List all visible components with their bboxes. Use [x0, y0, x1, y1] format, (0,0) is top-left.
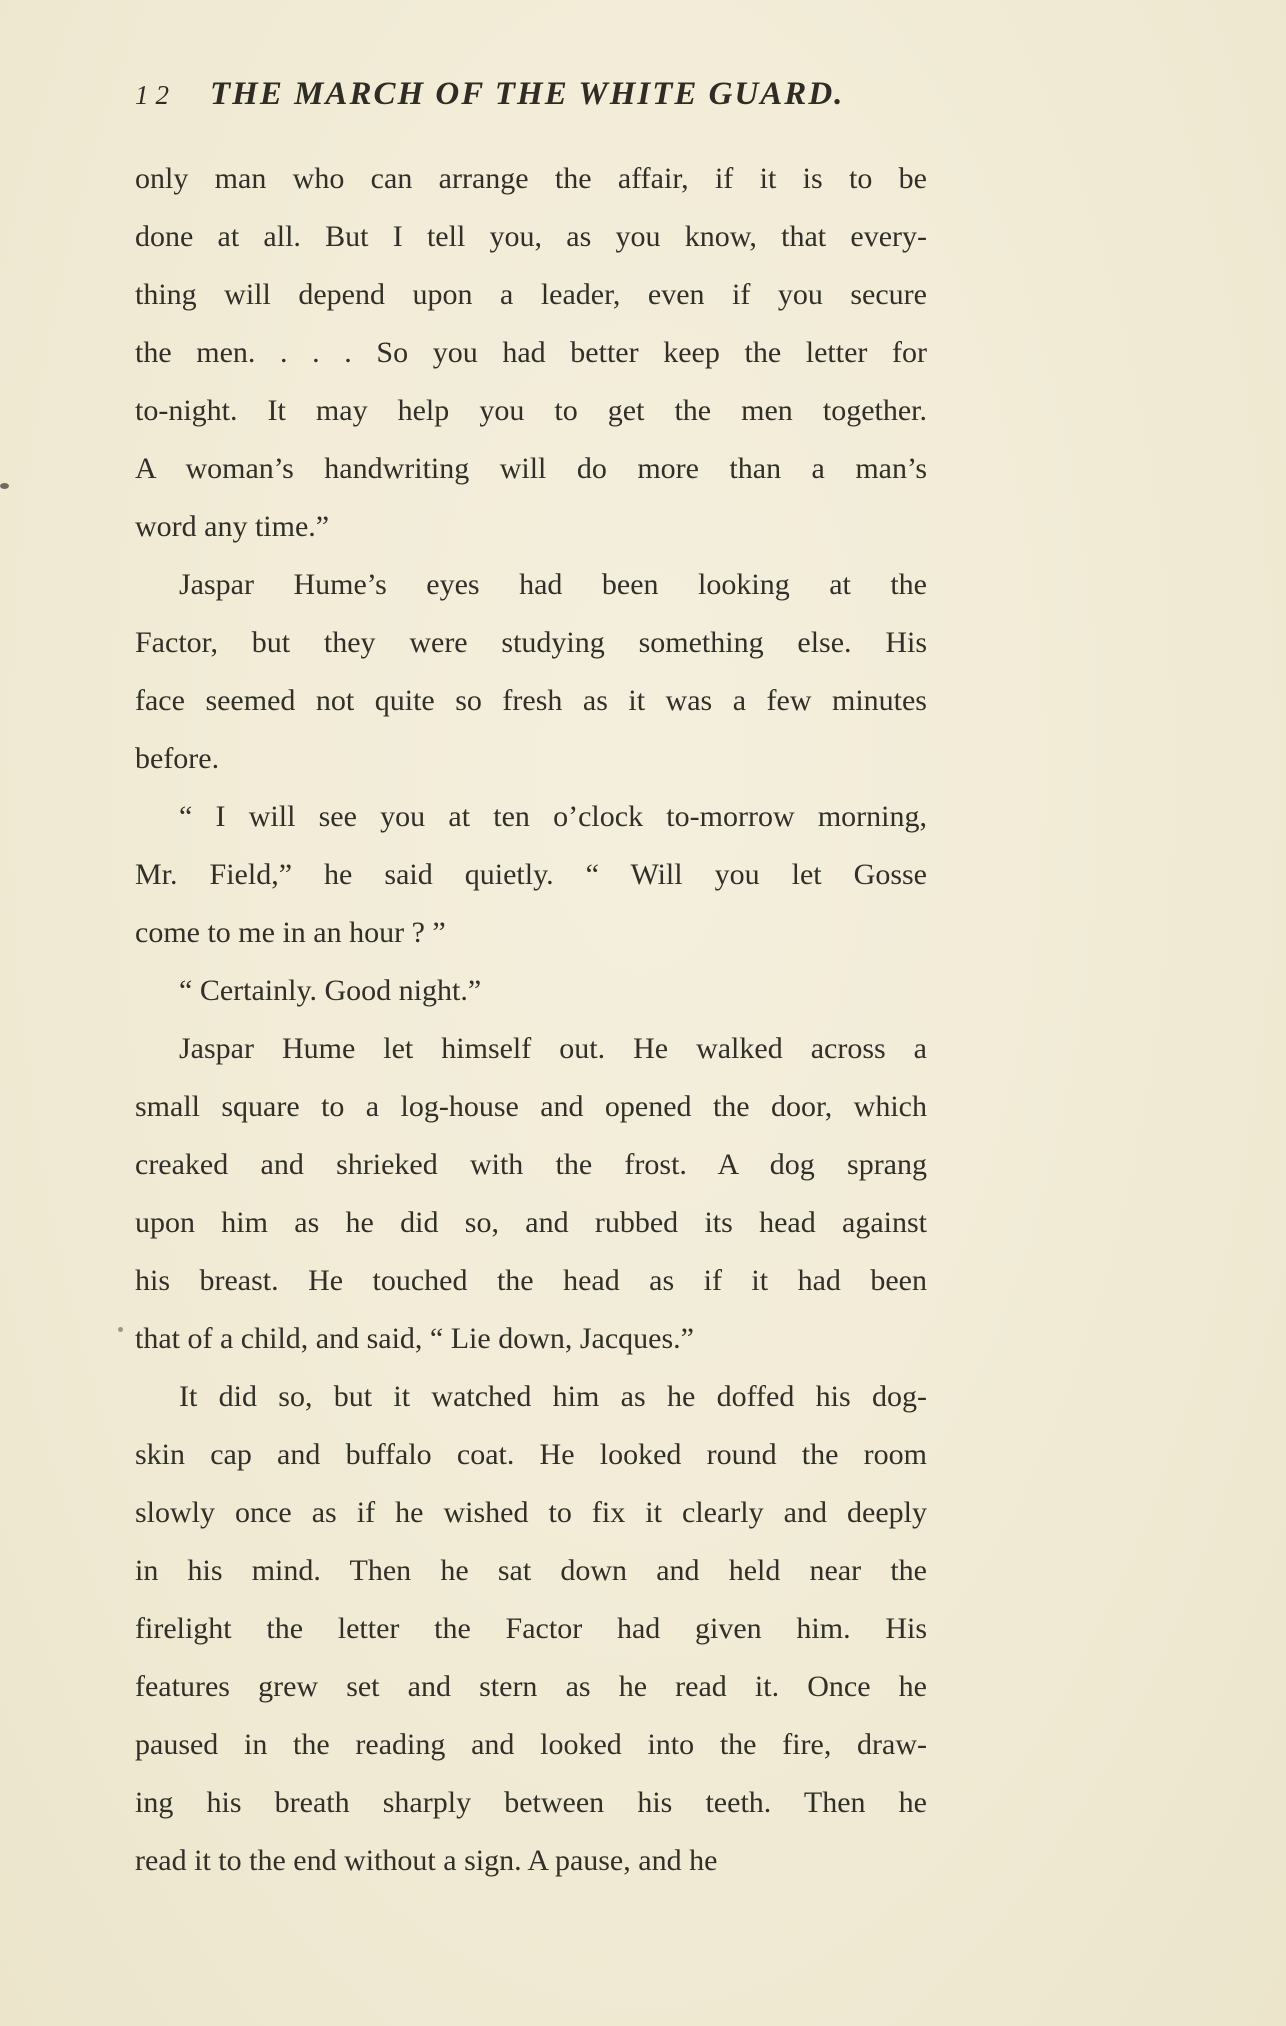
text-line: read it to the end without a sign. A pause, and he	[135, 1844, 718, 1877]
text-line: firelight the letter the Factor had given him. His	[135, 1612, 927, 1645]
running-title: THE MARCH OF THE WHITE GUARD.	[210, 76, 845, 112]
text-line: before.	[135, 742, 220, 775]
text-line: creaked and shrieked with the frost. A dog sprang	[135, 1148, 927, 1181]
text-line: done at all. But I tell you, as you know, that every-	[135, 220, 927, 253]
text-line: Mr. Field,” he said quietly. “ Will you let Gosse	[135, 858, 927, 891]
text-line: A woman’s handwriting will do more than a man’s	[135, 452, 927, 485]
text-line: come to me in an hour ? ”	[135, 916, 446, 949]
text-line: only man who can arrange the affair, if it is to be	[135, 162, 927, 195]
scan-artifact	[0, 483, 9, 489]
text-line: the men. . . . So you had better keep the letter for	[135, 336, 927, 369]
text-line: “ I will see you at ten o’clock to-morrow morning,	[179, 800, 927, 833]
paragraph	[135, 1368, 927, 1890]
page-number: 12	[135, 80, 176, 110]
paragraph	[135, 788, 927, 962]
text-line: word any time.”	[135, 510, 330, 543]
paragraph	[135, 556, 927, 788]
text-line: Jaspar Hume let himself out. He walked across a	[179, 1032, 927, 1065]
text-line: to-night. It may help you to get the men together.	[135, 394, 927, 427]
paragraph	[135, 962, 927, 1020]
text-line: ing his breath sharply between his teeth. Then he	[135, 1786, 927, 1819]
scan-artifact	[118, 1327, 123, 1332]
text-line: his breast. He touched the head as if it had been	[135, 1264, 927, 1297]
text-line: features grew set and stern as he read it. Once he	[135, 1670, 927, 1703]
text-line: Jaspar Hume’s eyes had been looking at the	[179, 568, 927, 601]
text-line: that of a child, and said, “ Lie down, Jacques.”	[135, 1322, 694, 1355]
text-line: It did so, but it watched him as he doffed his dog-	[179, 1380, 927, 1413]
page-header	[135, 76, 927, 113]
text-line: “ Certainly. Good night.”	[179, 974, 482, 1007]
text-line: Factor, but they were studying something else. His	[135, 626, 927, 659]
text-line: thing will depend upon a leader, even if you secure	[135, 278, 927, 311]
text-block	[135, 150, 927, 1890]
text-line: slowly once as if he wished to fix it clearly and deeply	[135, 1496, 927, 1529]
text-line: skin cap and buffalo coat. He looked round the room	[135, 1438, 927, 1471]
text-line: upon him as he did so, and rubbed its head against	[135, 1206, 927, 1239]
text-line: paused in the reading and looked into the fire, draw-	[135, 1728, 927, 1761]
text-line: face seemed not quite so fresh as it was a few minutes	[135, 684, 927, 717]
paragraph	[135, 1020, 927, 1368]
text-line: small square to a log-house and opened the door, which	[135, 1090, 927, 1123]
text-line: in his mind. Then he sat down and held near the	[135, 1554, 927, 1587]
paragraph	[135, 150, 927, 556]
